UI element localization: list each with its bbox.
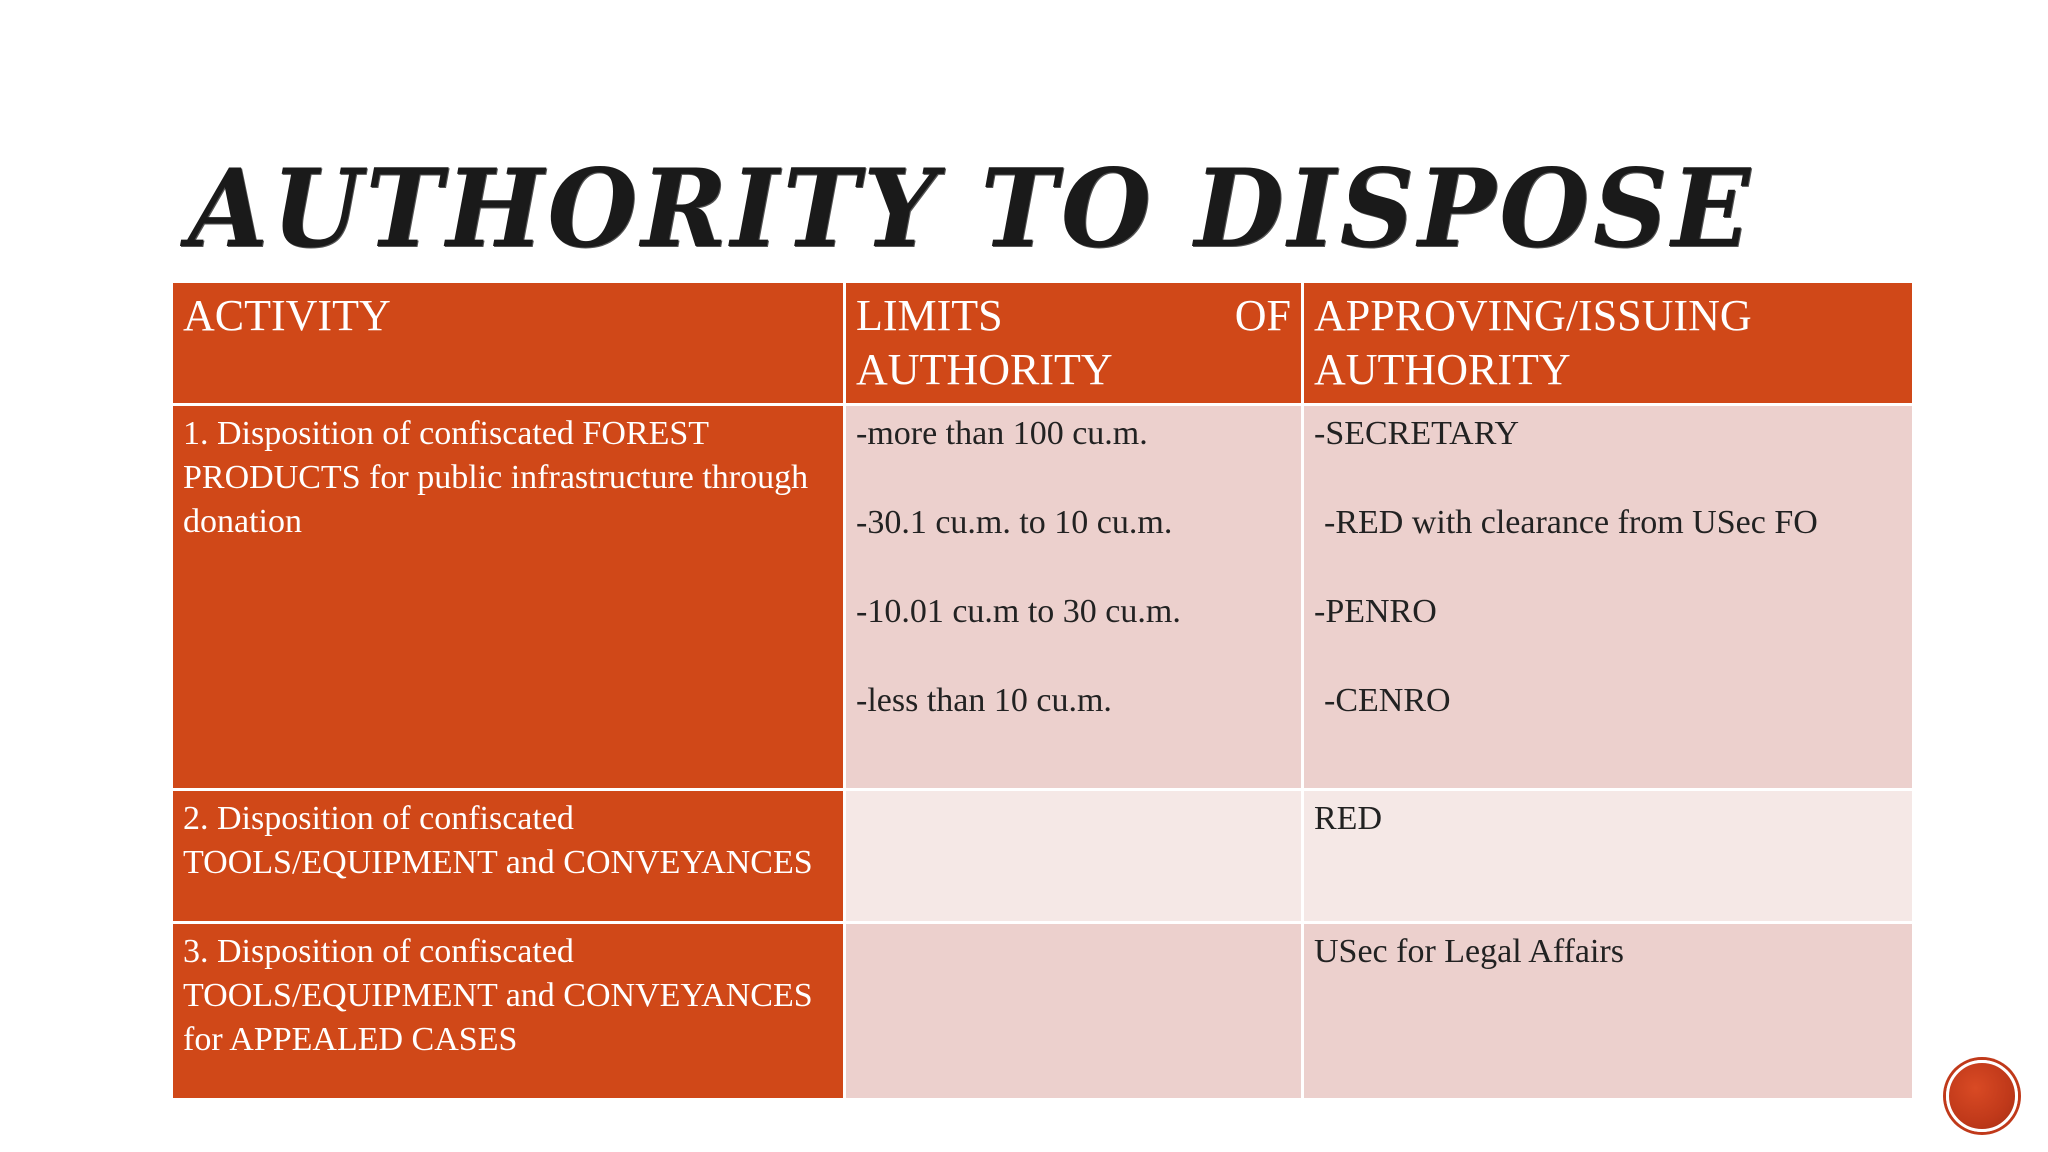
row2-limits [845,790,1303,923]
row3-limits [845,923,1303,1100]
row2-authority: RED [1303,790,1914,923]
header-activity: ACTIVITY [172,282,845,405]
row1-limits [845,405,1303,790]
row1-limit-4: -less than 10 cu.m. [856,682,1112,719]
row1-activity: 1. Disposition of confiscated FOREST PRODUCTS for public infrastructure through donation [172,405,845,790]
row1-authority-3: -PENRO [1314,593,1437,630]
table-header-row [172,282,1914,405]
authority-table [170,280,1915,1101]
header-limits-word-authority: AUTHORITY [856,345,1113,394]
header-limits-word-limits: LIMITS [856,291,1003,340]
row1-authority-1: -SECRETARY [1314,415,1520,452]
row3-authority: USec for Legal Affairs [1303,923,1914,1100]
row1-limit-3: -10.01 cu.m to 30 cu.m. [856,593,1181,630]
circle-nav-button[interactable] [1946,1060,2018,1132]
row1-limit-1: -more than 100 cu.m. [856,415,1148,452]
header-limits-line1 [856,289,1291,343]
header-limits [845,282,1303,405]
header-limits-word-of: OF [1234,291,1291,340]
row1-limit-2: -30.1 cu.m. to 10 cu.m. [856,504,1173,541]
row1-authority-2: -RED with clearance from USec FO [1324,504,1818,541]
row1-authority [1303,405,1914,790]
row2-activity: 2. Disposition of confiscated TOOLS/EQUIPMENT and CONVEYANCES [172,790,845,923]
header-approving: APPROVING/ISSUING AUTHORITY [1303,282,1914,405]
slide-title: AUTHORITY TO DISPOSE [188,146,1754,272]
row3-activity: 3. Disposition of confiscated TOOLS/EQUIPMENT and CONVEYANCES for APPEALED CASES [172,923,845,1100]
table-row [172,405,1914,790]
table-row [172,923,1914,1100]
table-row [172,790,1914,923]
row1-authority-4: -CENRO [1324,682,1451,719]
